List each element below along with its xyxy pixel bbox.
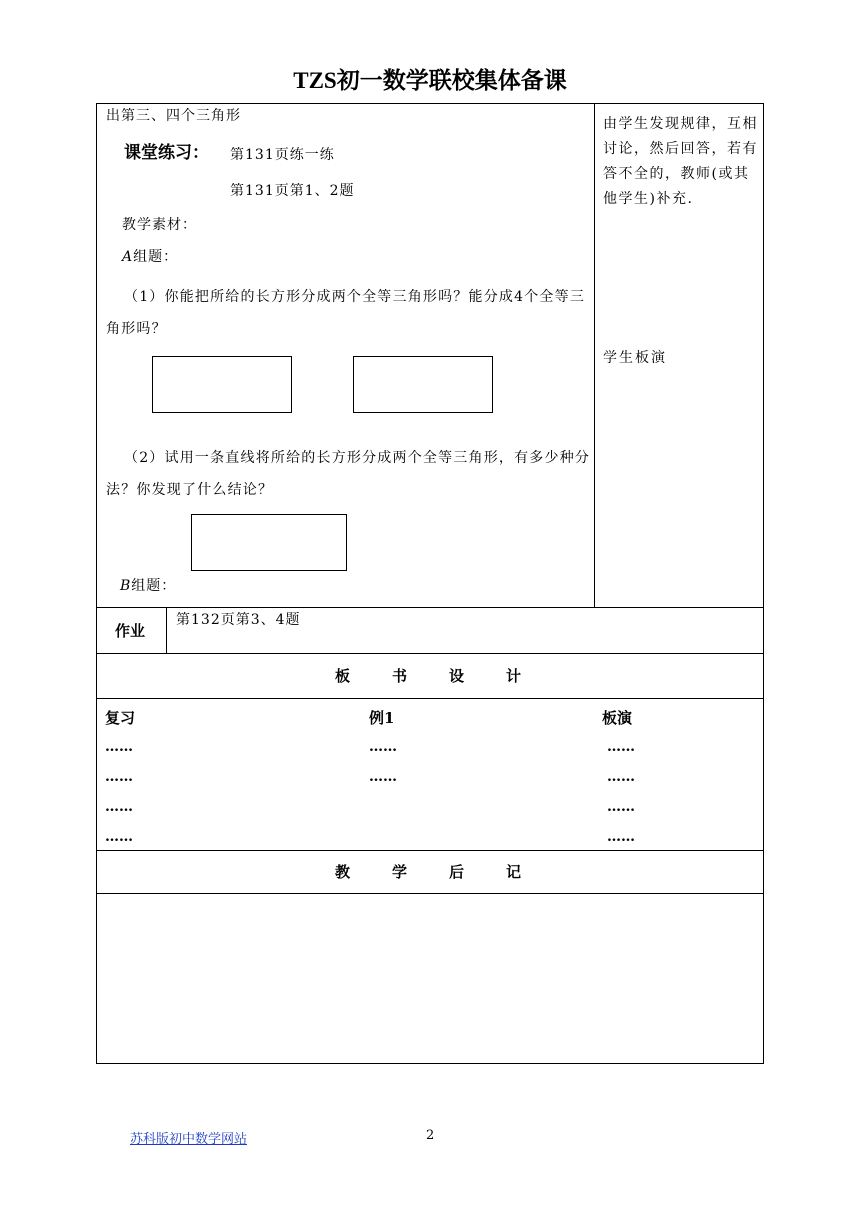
continued-line: 出第三、四个三角形	[106, 108, 241, 124]
lesson-plan-table	[96, 103, 764, 1064]
board-col-demo-line: ……	[607, 799, 635, 815]
homework-label-divider	[166, 607, 167, 654]
row-divider-homework	[96, 607, 764, 608]
student-board-note: 学生板演	[603, 350, 667, 366]
row-divider-board-body	[96, 698, 764, 699]
board-col-demo-line: ……	[607, 769, 635, 785]
rectangle-figure-2	[353, 356, 493, 413]
homework-content: 第132页第3、4题	[176, 612, 301, 628]
board-col-demo-line: ……	[607, 739, 635, 755]
group-b-label: B组题：	[120, 578, 177, 594]
practice-item-2: 第131页第1、2题	[230, 183, 355, 199]
page-number: 2	[426, 1128, 435, 1143]
right-column-divider	[594, 103, 595, 608]
page-title: TZS初一数学联校集体备课	[293, 68, 567, 93]
board-col-review-line: ……	[105, 769, 133, 785]
board-col-review-line: ……	[105, 739, 133, 755]
board-col-demo-title: 板演	[602, 709, 633, 727]
material-label: 教学素材：	[122, 217, 197, 233]
board-col-review-line: ……	[105, 829, 133, 845]
teacher-note: 由学生发现规律，互相讨论，然后回答，若有答不全的，教师(或其他学生)补充.	[603, 116, 758, 207]
practice-item-1: 第131页练一练	[230, 147, 335, 163]
rectangle-figure-1	[152, 356, 292, 413]
board-col-review-line: ……	[105, 799, 133, 815]
group-a-label: A组题：	[122, 249, 179, 265]
rectangle-figure-3	[191, 514, 347, 571]
board-col-example-line: ……	[369, 769, 397, 785]
board-col-example-line: ……	[369, 739, 397, 755]
footer-website-link[interactable]: 苏科版初中数学网站	[130, 1132, 248, 1147]
practice-label: 课堂练习：	[124, 143, 209, 163]
postscript-header: 教 学 后 记	[334, 863, 525, 881]
board-design-header: 板 书 设 计	[334, 667, 525, 685]
row-divider-board-header	[96, 653, 764, 654]
homework-label: 作业	[115, 622, 146, 640]
board-col-demo-line: ……	[607, 829, 635, 845]
question-1: （1）你能把所给的长方形分成两个全等三角形吗？能分成4个全等三角形吗？	[106, 289, 586, 337]
question-2: （2）试用一条直线将所给的长方形分成两个全等三角形，有多少种分法？你发现了什么结论？	[106, 450, 591, 498]
board-col-review-title: 复习	[105, 709, 136, 727]
row-divider-postscript-header	[96, 850, 764, 851]
board-col-example-title: 例1	[369, 709, 395, 727]
row-divider-postscript-body	[96, 893, 764, 894]
